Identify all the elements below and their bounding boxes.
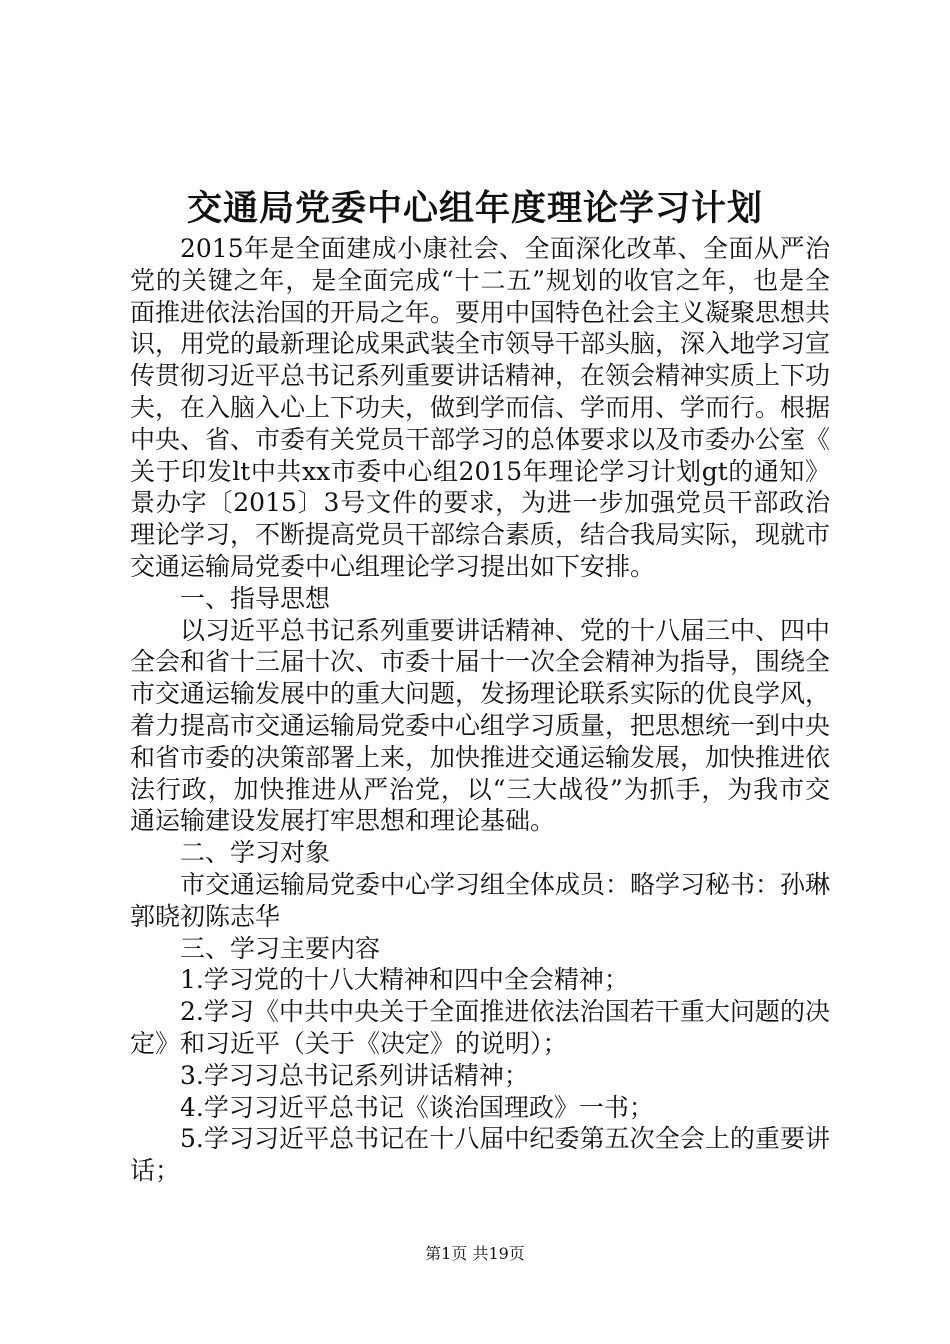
list-item: 5.学习习近平总书记在十八届中纪委第五次全会上的重要讲话；: [130, 1124, 830, 1186]
list-item: 1.学习党的十八大精神和四中全会精神；: [180, 965, 629, 995]
list-item: 4.学习习近平总书记《谈治国理政》一书；: [180, 1092, 654, 1122]
document-title: 交通局党委中心组年度理论学习计划: [186, 188, 763, 229]
study-targets-paragraph: 市交通运输局党委中心学习组全体成员：略学习秘书：孙琳郭晓初陈志华: [130, 869, 831, 931]
intro-paragraph: 2015年是全面建成小康社会、全面深化改革、全面从严治党的关键之年，是全面完成“十二五”规划的收官之年，也是全面推进依法治国的开局之年。要用中国特色社会主义凝聚思想共识，用党的最新理论成果武装全市领导干部头脑，深入地学习宣传贯彻习近平总书记系列重要讲话精神，在领会精神实质上下功夫，在入脑入心上下功夫，做到学而信、学而用、学而行。根据中央、省、市委有关党员干部学习的总体要求以及市委办公室《关于印发lt中共xx市委中心组2015年理论学习计划gt的通知》景办字〔2015〕3号文件的要求，为进一步加强党员干部政治理论学习，不断提高党员干部综合素质，结合我局实际，现就市交通运输局党委中心组理论学习提出如下安排。: [130, 234, 831, 581]
section-heading-study-targets: 二、学习对象: [180, 838, 331, 868]
list-item: 2.学习《中共中央关于全面推进依法治国若干重大问题的决定》和习近平（关于《决定》的说明）；: [130, 997, 830, 1058]
page-number-footer: 第1页 共19页: [425, 1244, 525, 1263]
document-body: [130, 233, 830, 1187]
list-item: 3.学习习总书记系列讲话精神；: [180, 1060, 529, 1090]
section-heading-main-content: 三、学习主要内容: [180, 933, 381, 963]
section-heading-guiding-ideology: 一、指导思想: [180, 583, 331, 613]
guiding-ideology-paragraph: 以习近平总书记系列重要讲话精神、党的十八届三中、四中全会和省十三届十次、市委十届十一次全会精神为指导，围绕全市交通运输发展中的重大问题，发扬理论联系实际的优良学风，着力提高市交通运输局党委中心组学习质量，把思想统一到中央和省市委的决策部署上来，加快推进交通运输发展，加快推进依法行政，加快推进从严治党，以“三大战役”为抓手，为我市交通运输建设发展打牢思想和理论基础。: [130, 615, 831, 836]
